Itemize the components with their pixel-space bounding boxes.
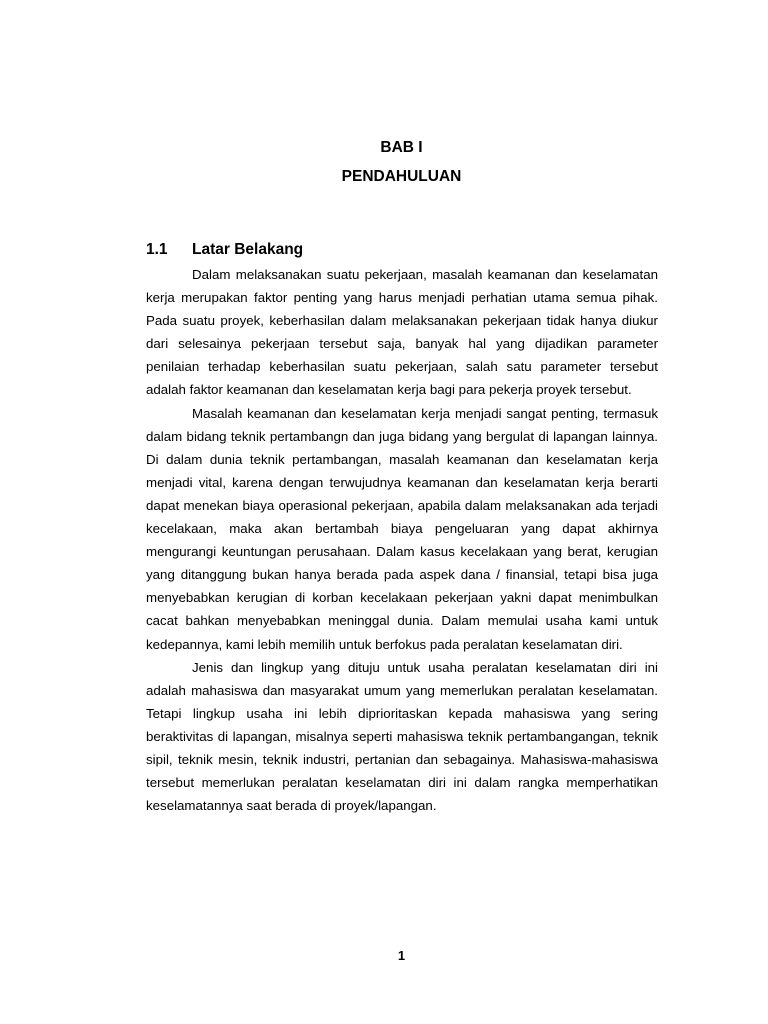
page-number: 1 <box>397 948 406 963</box>
body-text <box>146 263 658 817</box>
section-title: Latar Belakang <box>192 241 304 258</box>
section-number: 1.1 <box>146 241 168 258</box>
chapter-number: BAB I <box>380 139 423 156</box>
paragraph-3: Jenis dan lingkup yang dituju untuk usaha peralatan keselamatan diri ini adalah mahasiswa dan masyarakat umum yang memerlukan peralatan keselamatan. Tetapi lingkup usaha ini lebih diprioritaskan kepada mahasiswa yang sering beraktivitas di lapangan, misalnya seperti mahasiswa teknik pertambangangan, teknik sipil, teknik mesin, teknik industri, pertanian dan sebagainya. Mahasiswa-mahasiswa tersebut memerlukan peralatan keselamatan diri ini dalam rangka memperhatikan keselamatannya saat berada di proyek/lapangan. <box>146 659 658 814</box>
paragraph-2: Masalah keamanan dan keselamatan kerja menjadi sangat penting, termasuk dalam bidang teknik pertambangn dan juga bidang yang bergulat di lapangan lainnya. Di dalam dunia teknik pertambangan, masalah keamanan dan keselamatan kerja menjadi vital, karena dengan terwujudnya keamanan dan keselamatan kerja berarti dapat menekan biaya operasional pekerjaan, apabila dalam melaksanakan ada terjadi kecelakaan, maka akan bertambah biaya pengeluaran yang dapat akhirnya mengurangi keuntungan perusahaan. Dalam kasus kecelakaan yang berat, kerugian yang ditanggung bukan hanya berada pada aspek dana / finansial, tetapi bisa juga menyebabkan kerugian di korban kecelakaan pekerjaan yakni dapat menimbulkan cacat bahkan menyebabkan meninggal dunia. Dalam memulai usaha kami untuk kedepannya, kami lebih memilih untuk berfokus pada peralatan keselamatan diri. <box>146 405 658 652</box>
chapter-title: PENDAHULUAN <box>341 168 462 185</box>
paragraph-1: Dalam melaksanakan suatu pekerjaan, masalah keamanan dan keselamatan kerja merupakan faktor penting yang harus menjadi perhatian utama semua pihak. Pada suatu proyek, keberhasilan dalam melaksanakan pekerjaan tidak hanya diukur dari selesainya pekerjaan tersebut saja, banyak hal yang dijadikan parameter penilaian terhadap keberhasilan suatu pekerjaan, salah satu parameter tersebut adalah faktor keamanan dan keselamatan kerja bagi para pekerja proyek tersebut. <box>146 267 658 398</box>
section-heading <box>146 239 658 261</box>
